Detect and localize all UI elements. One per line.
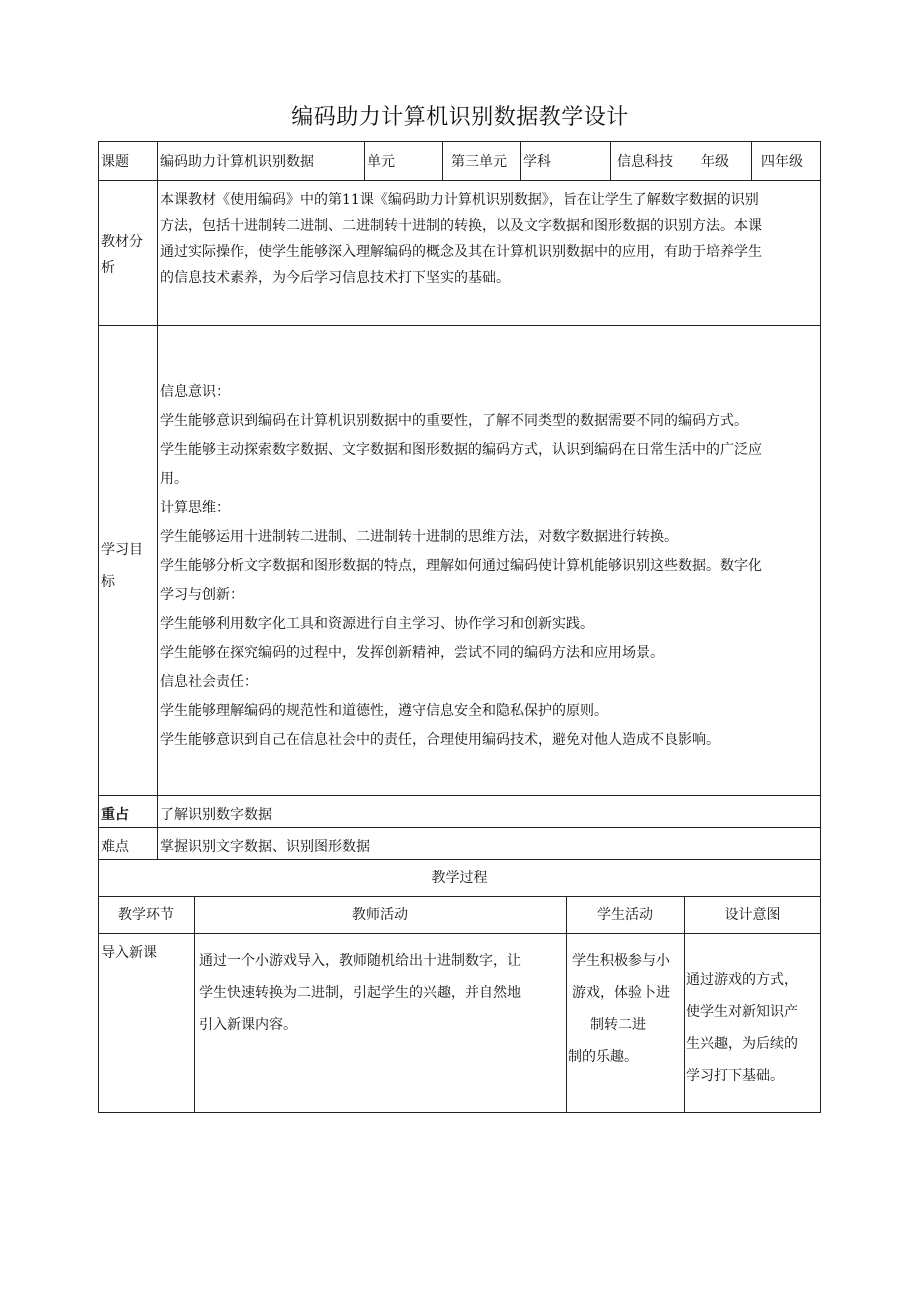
column-divider bbox=[610, 141, 611, 180]
row-divider bbox=[98, 795, 821, 796]
difficulty-value: 掌握识别文字数据、识别图形数据 bbox=[160, 839, 370, 855]
material-line: 通过实际操作，使学生能够深入理解编码的概念及其在计算机识别数据中的应用，有助于培养学生 bbox=[160, 244, 762, 260]
column-header-student: 学生活动 bbox=[597, 907, 653, 923]
teacher-line: 学生快速转换为二进制，引起学生的兴趣，并自然地 bbox=[199, 985, 521, 1001]
objective-line: 学生能够意识到编码在计算机识别数据中的重要性，了解不同类型的数据需要不同的编码方式。 bbox=[160, 413, 748, 429]
intent-line: 使学生对新知识产 bbox=[686, 1004, 798, 1020]
grade-label: 年级 bbox=[701, 154, 729, 170]
column-header-intent: 设计意图 bbox=[724, 907, 781, 923]
material-analysis-label: 教材分 析 bbox=[101, 234, 143, 276]
intent-line: 通过游戏的方式， bbox=[686, 972, 798, 988]
row-divider bbox=[98, 859, 821, 860]
objective-line: 用。 bbox=[160, 471, 188, 487]
process-heading: 教学过程 bbox=[431, 870, 488, 886]
material-line: 方法，包括十进制转二进制、二进制转十进制的转换，以及文字数据和图形数据的识别方法。本课 bbox=[160, 218, 762, 234]
material-line: 的信息技术素养，为今后学习信息技术打下坚实的基础。 bbox=[160, 270, 510, 286]
column-header-teacher: 教师活动 bbox=[352, 907, 408, 923]
objectives-label: 学习目 标 bbox=[101, 542, 143, 590]
page-title: 编码助力计算机识别数据教学设计 bbox=[291, 105, 629, 130]
unit-label: 单元 bbox=[367, 154, 395, 170]
objective-line: 学生能够利用数字化工具和资源进行自主学习、协作学习和创新实践。 bbox=[160, 616, 594, 632]
column-divider bbox=[751, 141, 752, 180]
intent-line: 学习打下基础。 bbox=[686, 1068, 784, 1084]
student-line: 学生积极参与小 bbox=[572, 953, 670, 969]
grade-value: 四年级 bbox=[761, 154, 803, 170]
row-divider bbox=[98, 325, 821, 326]
row-divider bbox=[98, 180, 821, 181]
teacher-line: 通过一个小游戏导入，教师随机给出十进制数字，让 bbox=[199, 953, 521, 969]
intent-line: 生兴趣，为后续的 bbox=[686, 1036, 798, 1052]
column-header-stage: 教学环节 bbox=[118, 907, 174, 923]
column-divider bbox=[157, 141, 158, 859]
column-divider bbox=[194, 896, 195, 1113]
row-divider bbox=[98, 933, 821, 934]
lesson-value: 编码助力计算机识别数据 bbox=[160, 154, 314, 170]
objective-heading: 信息意识： bbox=[160, 384, 230, 400]
objective-line: 学生能够分析文字数据和图形数据的特点，理解如何通过编码使计算机能够识别这些数据。数字化 bbox=[160, 558, 762, 574]
objective-line: 学生能够理解编码的规范性和道德性，遵守信息安全和隐私保护的原则。 bbox=[160, 703, 608, 719]
lesson-label: 课题 bbox=[101, 154, 129, 170]
row-divider bbox=[98, 827, 821, 828]
stage-value: 导入新课 bbox=[101, 945, 157, 961]
objective-heading: 信息社会责任： bbox=[160, 674, 258, 690]
objective-line: 学习与创新： bbox=[160, 587, 244, 603]
objectives-text bbox=[160, 378, 820, 755]
objective-heading: 计算思维： bbox=[160, 500, 230, 516]
column-divider bbox=[442, 141, 443, 180]
key-point-value: 了解识别数字数据 bbox=[160, 807, 272, 823]
design-intent bbox=[686, 964, 820, 1092]
key-point-label: 重占 bbox=[101, 807, 129, 823]
material-line: 本课教材《使用编码》中的第11课《编码助力计算机识别数据》，旨在让学生了解数字数据的识别 bbox=[160, 192, 759, 208]
objective-line: 学生能够运用十进制转二进制、二进制转十进制的思维方法，对数字数据进行转换。 bbox=[160, 529, 678, 545]
column-divider bbox=[364, 141, 365, 180]
subject-label: 学科 bbox=[523, 154, 551, 170]
student-line: 制的乐趣。 bbox=[568, 1049, 638, 1065]
student-activity bbox=[568, 945, 682, 1073]
student-line: 制转二进 bbox=[590, 1017, 646, 1033]
unit-value: 第三单元 bbox=[451, 154, 507, 170]
difficulty-label: 难点 bbox=[101, 839, 129, 855]
row-divider bbox=[98, 896, 821, 897]
column-divider bbox=[566, 896, 567, 1113]
objective-line: 学生能够意识到自己在信息社会中的责任，合理使用编码技术，避免对他人造成不良影响。 bbox=[160, 732, 720, 748]
column-divider bbox=[684, 896, 685, 1113]
column-divider bbox=[520, 141, 521, 180]
material-analysis-text bbox=[160, 187, 820, 291]
objective-line: 学生能够在探究编码的过程中，发挥创新精神，尝试不同的编码方法和应用场景。 bbox=[160, 645, 664, 661]
objective-line: 学生能够主动探索数字数据、文字数据和图形数据的编码方式，认识到编码在日常生活中的广泛应 bbox=[160, 442, 762, 458]
teacher-activity bbox=[199, 945, 563, 1041]
subject-value: 信息科技 bbox=[617, 154, 673, 170]
student-line: 游戏，体验卜进 bbox=[572, 985, 670, 1001]
teacher-line: 引入新课内容。 bbox=[199, 1017, 297, 1033]
